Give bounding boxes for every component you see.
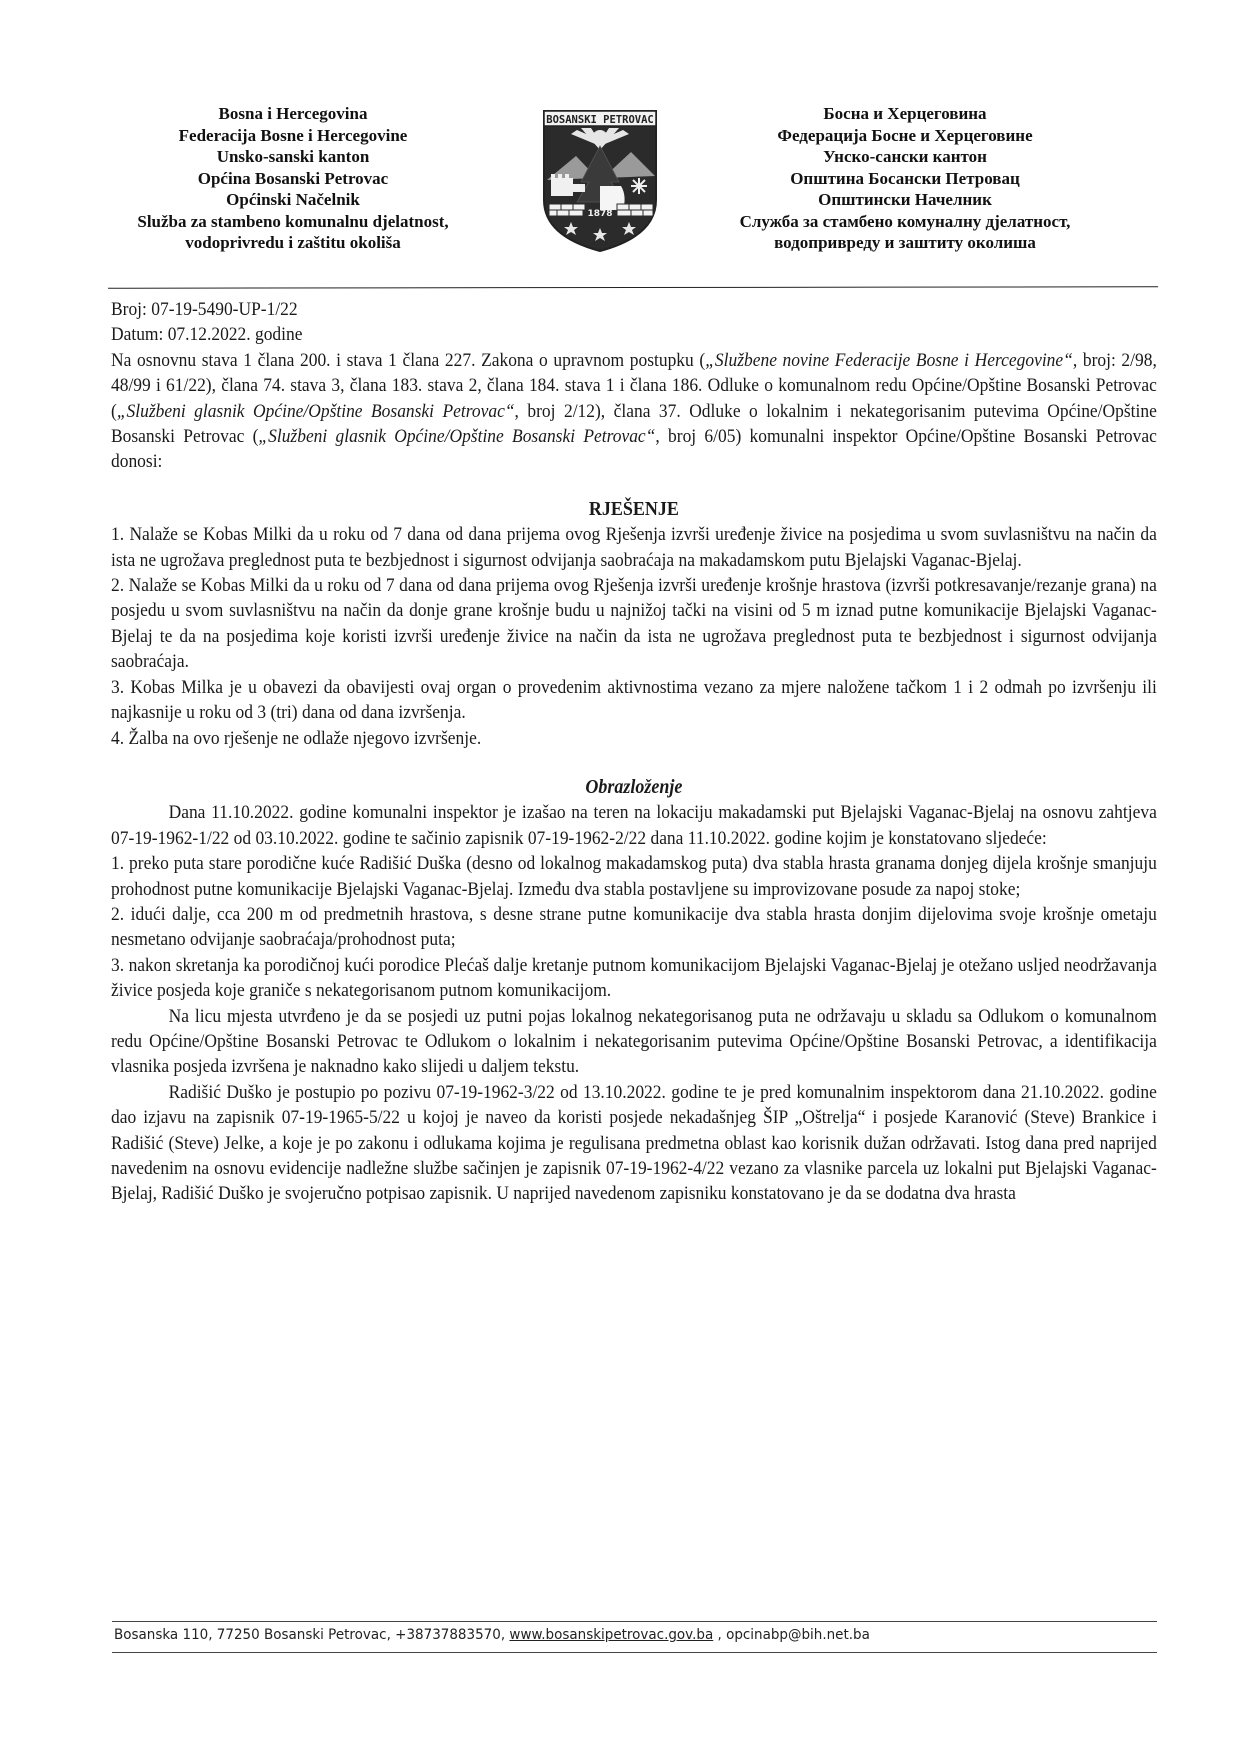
letterhead-line: водопривреду и заштиту околиша bbox=[774, 233, 1036, 252]
preamble-text: , broj 2/12), člana 37. Odluke o lokalnim i nekategorisanim putevima Općine/Opštine Bosanski Petrovac ( bbox=[111, 400, 1157, 448]
letterhead-line: Općinski Načelnik bbox=[226, 190, 360, 209]
municipal-crest-logo bbox=[541, 108, 659, 254]
footer-divider-top bbox=[112, 1621, 1157, 1622]
document-number: Broj: 07-19-5490-UP-1/22 bbox=[111, 299, 298, 320]
crest-year: 1878 bbox=[587, 209, 613, 219]
decision-item: 3. Kobas Milka je u obavezi da obavijesti ovaj organ o provedenim aktivnostima vezano za mjere naložene tačkom 1 i 2 odmah po izvršenju ili najkasnije u roku od 3 (tri) dana od dana izvršenja. bbox=[111, 676, 1157, 724]
letterhead-line: Босна и Херцеговина bbox=[823, 104, 987, 123]
preamble-citation: „Službene novine Federacije Bosne i Hercegovine“ bbox=[705, 349, 1073, 371]
letterhead-line: Унско-сански кантон bbox=[823, 147, 987, 166]
reasoning-title: Obrazloženje bbox=[585, 775, 683, 798]
letterhead-left bbox=[98, 103, 488, 254]
preamble-text: Na osnovnu stava 1 člana 200. i stava 1 člana 227. Zakona o upravnom postupku ( bbox=[111, 349, 706, 371]
letterhead-line: Služba za stambeno komunalnu djelatnost, bbox=[137, 211, 449, 231]
finding-item: 2. idući dalje, cca 200 m od predmetnih hrastova, s desne strane putne komunikacije dva stabla hrasta donjim dijelovima svoje krošnje ometaju nesmetano odvijanje saobraćaja/prohodnost puta; bbox=[111, 903, 1157, 951]
reasoning-paragraph: Radišić Duško je postupio po pozivu 07-19-1962-3/22 od 13.10.2022. godine te je pred komunalnim inspektorom dana 21.10.2022. godine dao izjavu na zapisnik 07-19-1965-5/22 u kojoj je naveo da koristi posjede nekadašnjeg ŠIP „Oštrelja“ i posjede Karanović (Steve) Brankice i Radišić (Steve) Jelke, a koje je po zakonu i odlukama kojima je regulisana predmetna oblast kao korisnik dužan održavati. Istog dana pred naprijed navedenim na osnovu evidencije nadležne službe sačinjen je zapisnik 07-19-1962-4/22 vezano za vlasnike parcela uz lokalni put Bjelajski Vaganac-Bjelaj, Radišić Duško je svojeručno potpisao zapisnik. U naprijed navedenom zapisniku konstatovano je da se dodatna dva hrasta bbox=[111, 1081, 1157, 1205]
letterhead-right bbox=[700, 103, 1110, 254]
letterhead-line: Федерација Босне и Херцеговине bbox=[777, 125, 1033, 145]
footer-separator: , bbox=[713, 1627, 727, 1643]
edelweiss-icon bbox=[631, 178, 647, 194]
document-date: Datum: 07.12.2022. godine bbox=[111, 324, 303, 346]
letterhead-line: vodoprivredu i zaštitu okoliša bbox=[185, 233, 401, 252]
footer-website-link[interactable]: www.bosanskipetrovac.gov.ba bbox=[509, 1627, 714, 1643]
footer-email[interactable]: opcinabp@bih.net.ba bbox=[726, 1627, 870, 1643]
decision-item: 2. Nalaže se Kobas Milki da u roku od 7 dana od dana prijema ovog Rješenja izvrši uređenje krošnje hrastova (izvrši potkresavanje/rezanje grana) na posjedu u svom suvlasništvu na način da donje grane krošnje budu u najnižoj tački na visini od 5 m iznad putne komunikacije Bjelajski Vaganac-Bjelaj te da na posjedima koje koristi izvrši uređenje živice na način da ista ne ugrožava preglednost puta te bezbjednost i sigurnost odvijanja saobraćaja. bbox=[111, 575, 1157, 673]
decision-title: RJEŠENJE bbox=[588, 497, 679, 520]
preamble-text: , broj: 2/98, 48/99 i 61/22), člana 74. stava 3, člana 183. stava 2, člana 184. stava 1 i člana 186. Odluke o komunalnom redu Općine/Opštine Bosanski Petrovac ( bbox=[111, 349, 1157, 422]
header-divider bbox=[108, 286, 1158, 288]
legal-preamble bbox=[111, 348, 1157, 475]
letterhead-line: Општински Начелник bbox=[818, 190, 992, 209]
letterhead-line: Općina Bosanski Petrovac bbox=[197, 168, 389, 188]
decision-item: 4. Žalba na ovo rješenje ne odlaže njegovo izvršenje. bbox=[111, 727, 482, 749]
letterhead-line: Federacija Bosne i Hercegovine bbox=[178, 125, 408, 145]
letterhead-line: Служба за стамбено комуналну дјелатност, bbox=[739, 211, 1071, 231]
letterhead-line: Bosna i Hercegovina bbox=[218, 104, 368, 123]
footer-address: Bosanska 110, 77250 Bosanski Petrovac, +38737883570, bbox=[114, 1627, 510, 1643]
finding-item: 3. nakon skretanja ka porodičnoj kući porodice Plećaš dalje kretanje putnom komunikacijom Bjelajski Vaganac-Bjelaj je otežano usljed neodržavanja živice posjeda koje graniče s nekategorisanom putnom komunikacijom. bbox=[111, 954, 1157, 1002]
reasoning-intro: Dana 11.10.2022. godine komunalni inspektor je izašao na teren na lokaciju makadamski put Bjelajski Vaganac-Bjelaj na osnovu zahtjeva 07-19-1962-1/22 od 03.10.2022. godine te sačinio zapisnik 07-19-1962-2/22 dana 11.10.2022. godine kojim je konstatovano sljedeće: bbox=[111, 802, 1157, 849]
document-body-inner bbox=[111, 297, 1157, 1207]
document-body bbox=[111, 297, 1156, 1207]
crest-banner-text: BOSANSKI PETROVAC bbox=[546, 114, 654, 126]
preamble-citation: „Službeni glasnik Općine/Opštine Bosanski Petrovac“ bbox=[258, 426, 656, 448]
preamble-text: , broj 6/05) komunalni inspektor Općine/Opštine Bosanski Petrovac donosi: bbox=[111, 426, 1157, 473]
preamble-citation: „Službeni glasnik Općine/Opštine Bosanski Petrovac“ bbox=[116, 400, 515, 422]
decision-item: 1. Nalaže se Kobas Milki da u roku od 7 dana od dana prijema ovog Rješenja izvrši uređenje živice na posjedima u svom suvlasništvu na način da ista ne ugrožava preglednost puta te bezbjednost i sigurnost odvijanja saobraćaja na makadamskom putu Bjelajski Vaganac-Bjelaj. bbox=[111, 524, 1157, 571]
letterhead-line: Unsko-sanski kanton bbox=[216, 147, 370, 166]
footer-divider-bottom bbox=[112, 1652, 1157, 1653]
finding-item: 1. preko puta stare porodične kuće Radišić Duška (desno od lokalnog makadamskog puta) dva stabla hrasta granama donjeg dijela krošnje smanjuju prohodnost putne komunikacije Bjelajski Vaganac-Bjelaj. Između dva stabla postavljene su improvizovane posude za napoj stoke; bbox=[111, 853, 1157, 900]
letterhead-line: Општина Босански Петровац bbox=[790, 168, 1020, 188]
reasoning-paragraph: Na licu mjesta utvrđeno je da se posjedi uz putni pojas lokalnog nekategorisanog puta ne održavaju u skladu sa Odlukom o komunalnom redu Općine/Opštine Bosanski Petrovac te Odlukom o lokalnim i nekategorisanim putevima Općine/Opštine Bosanski Petrovac, a identifikacija vlasnika posjeda izvršena je naknadno kako slijedi u daljem tekstu. bbox=[111, 1005, 1157, 1078]
footer-contact bbox=[114, 1627, 870, 1643]
